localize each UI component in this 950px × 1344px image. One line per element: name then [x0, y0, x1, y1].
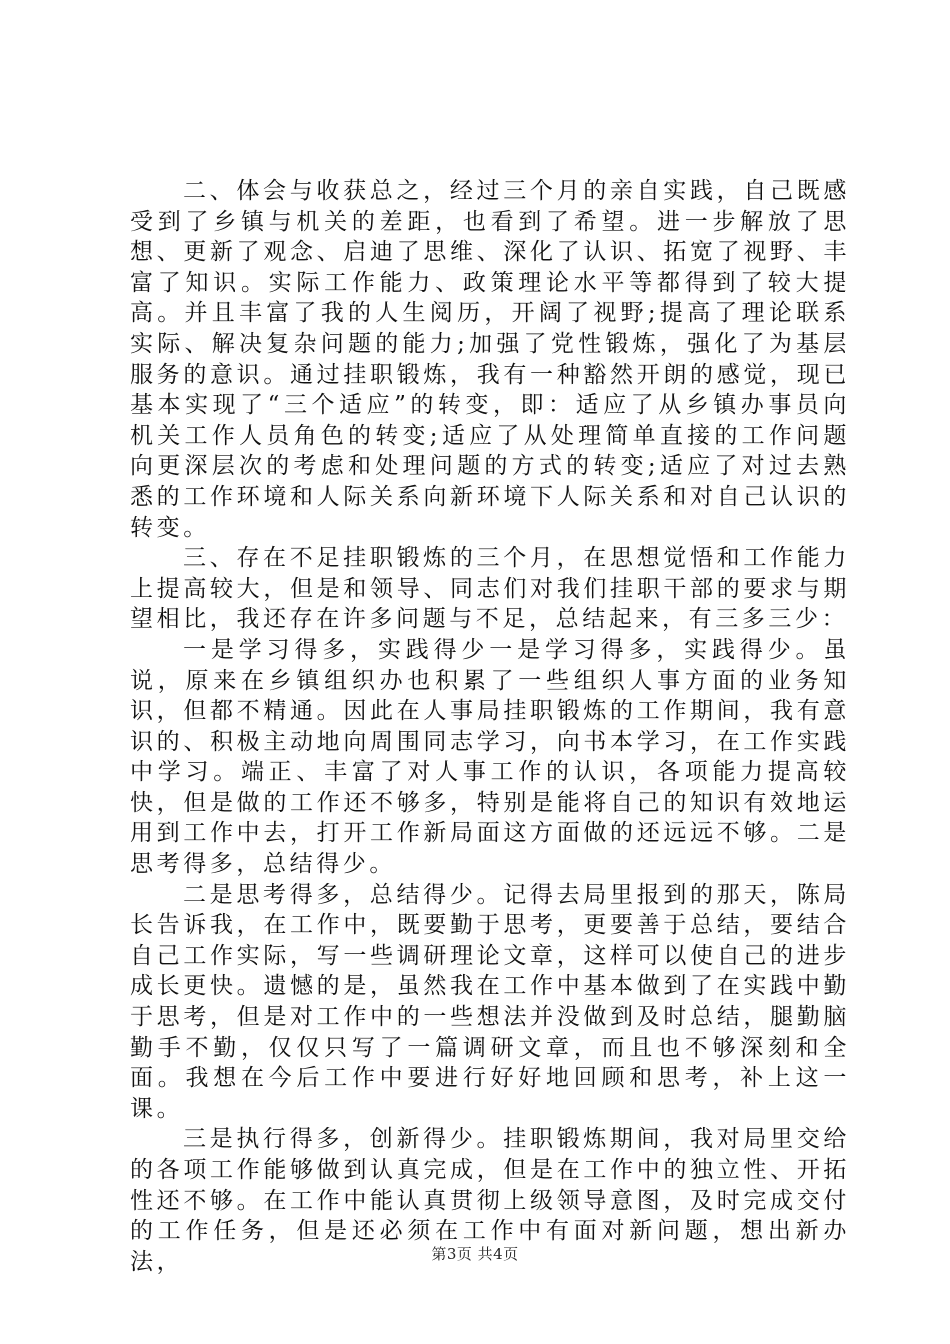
- paragraph-experience-gains: 二、体会与收获总之，经过三个月的亲自实践，自己既感受到了乡镇与机关的差距，也看到了希望。进一步解放了思想、更新了观念、启迪了思维、深化了认识、拓宽了视野、丰富了知识。实际工作能力、政策理论水平等都得到了较大提高。并且丰富了我的人生阅历，开阔了视野;提高了理论联系实际、解决复杂问题的能力;加强了党性锻炼，强化了为基层服务的意识。通过挂职锻炼，我有一种豁然开朗的感觉，现已基本实现了“三个适应”的转变，即：适应了从乡镇办事员向机关工作人员角色的转变;适应了从处理简单直接的工作问题向更深层次的考虑和处理问题的方式的转变;适应了对过去熟悉的工作环境和人际关系向新环境下人际关系和对自己认识的转变。: [130, 178, 850, 541]
- paragraph-thinking-summary: 二是思考得多，总结得少。记得去局里报到的那天，陈局长告诉我，在工作中，既要勤于思考，更要善于总结，要结合自己工作实际，写一些调研理论文章，这样可以使自己的进步成长更快。遗憾的是，虽然我在工作中基本做到了在实践中勤于思考，但是对工作中的一些想法并没做到及时总结，腿勤脑勤手不勤，仅仅只写了一篇调研文章，而且也不够深刻和全面。我想在今后工作中要进行好好地回顾和思考，补上这一课。: [130, 881, 850, 1122]
- page-number-footer: 第3页 共4页: [431, 1245, 519, 1263]
- document-body: [130, 176, 850, 1277]
- paragraph-execution-innovation: 三是执行得多，创新得少。挂职锻炼期间，我对局里交给的各项工作能够做到认真完成，但是在工作中的独立性、开拓性还不够。在工作中能认真贯彻上级领导意图，及时完成交付的工作任务，但是还必须在工作中有面对新问题，想出新办法，: [130, 1126, 850, 1275]
- paragraph-shortcomings: 三、存在不足挂职锻炼的三个月，在思想觉悟和工作能力上提高较大，但是和领导、同志们对我们挂职干部的要求与期望相比，我还存在许多问题与不足，总结起来，有三多三少：: [130, 545, 850, 633]
- paragraph-learning-practice: 一是学习得多，实践得少一是学习得多，实践得少。虽说，原来在乡镇组织办也积累了一些组织人事方面的业务知识，但都不精通。因此在人事局挂职锻炼的工作期间，我有意识的、积极主动地向周围同志学习，向书本学习，在工作实践中学习。端正、丰富了对人事工作的认识，各项能力提高较快，但是做的工作还不够多，特别是能将自己的知识有效地运用到工作中去，打开工作新局面这方面做的还远远不够。二是思考得多，总结得少。: [130, 636, 850, 878]
